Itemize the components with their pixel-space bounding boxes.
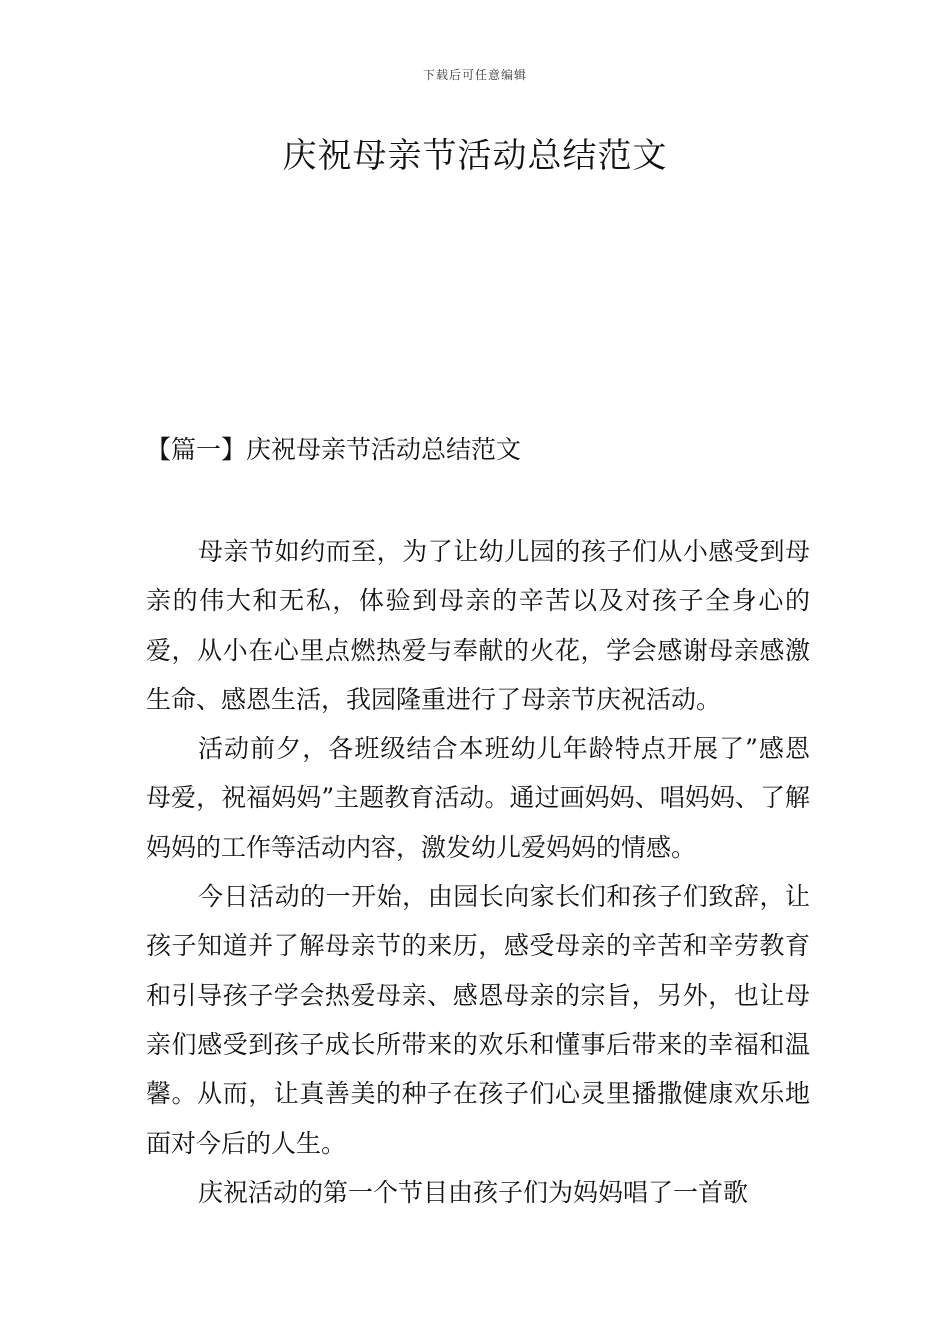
paragraph: 今日活动的一开始，由园长向家长们和孩子们致辞，让孩子知道并了解母亲节的来历，感受母亲的辛苦和辛劳教育和引导孩子学会热爱母亲、感恩母亲的宗旨，另外，也让母亲们感受到孩子成长所带来的欢乐和懂事后带来的幸福和温馨。从而，让真善美的种子在孩子们心灵里播撒健康欢乐地面对今后的人生。 <box>146 882 810 1158</box>
section-heading: 【篇一】庆祝母亲节活动总结范文 <box>146 435 522 464</box>
document-title: 庆祝母亲节活动总结范文 <box>282 136 668 176</box>
paragraph: 活动前夕，各班级结合本班幼儿年龄特点开展了”感恩母爱，祝福妈妈”主题教育活动。通过画妈妈、唱妈妈、了解妈妈的工作等活动内容，激发幼儿爱妈妈的情感。 <box>146 734 810 862</box>
body-text <box>146 527 810 1217</box>
paragraph: 庆祝活动的第一个节目由孩子们为妈妈唱了一首歌 <box>198 1177 749 1207</box>
paragraph: 母亲节如约而至，为了让幼儿园的孩子们从小感受到母亲的伟大和无私，体验到母亲的辛苦以及对孩子全身心的爱，从小在心里点燃热爱与奉献的火花，学会感谢母亲感激生命、感恩生活，我园隆重进行了母亲节庆祝活动。 <box>146 537 810 714</box>
header-note: 下载后可任意编辑 <box>422 68 527 82</box>
